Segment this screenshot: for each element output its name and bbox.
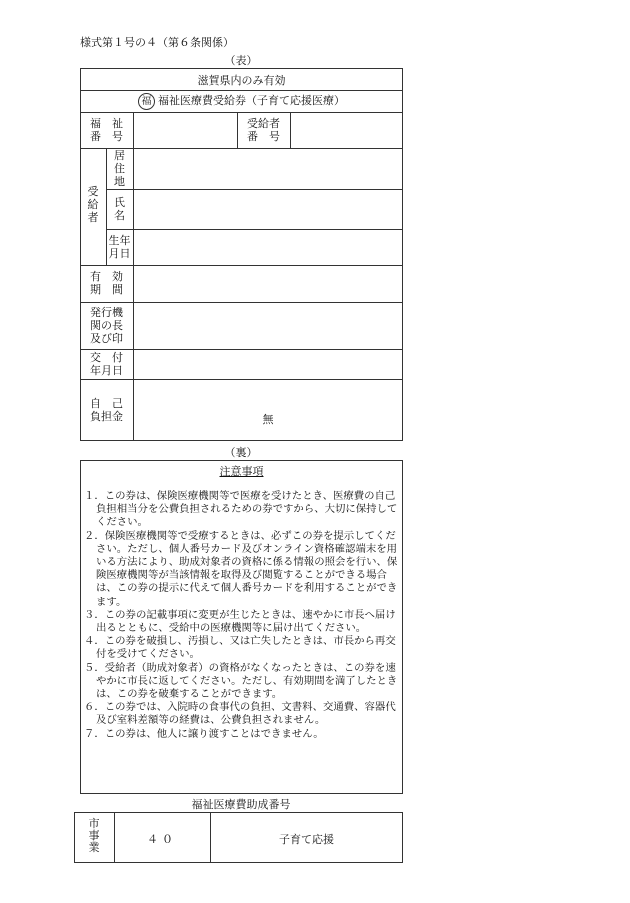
- card-title-row: [80, 92, 403, 110]
- subsidy-code: ４０: [147, 833, 177, 846]
- recipient-number-field: [291, 113, 402, 147]
- validity-period-label: 有 効 期 間: [90, 270, 123, 296]
- note-item: ２．保険医療機関等で受療するときは、必ずこの券を提示してください。ただし、個人番号カード及びオンライン資格確認端末を用いる方法により、助成対象者の資格に係る情報の照会を行い、保険医療機関等が当該情報を取得及び閲覧することができる場合は、この券の提示に代えて個人番号カードを利用することができます。: [84, 529, 398, 608]
- note-item: ５．受給者（助成対象者）の資格がなくなったときは、この券を速やかに市長に返してください。ただし、有効期間を満了したときは、この券を破棄することができます。: [84, 661, 398, 701]
- note-item: ６．この券では、入院時の食事代の負担、文書料、交通費、容器代及び室料差額等の経費は、公費負担されません。: [84, 701, 396, 727]
- form-label: 様式第１号の４（第６条関係）: [80, 36, 234, 49]
- welfare-circle-mark: 福: [138, 93, 155, 110]
- dob-label: 生年 月日: [108, 234, 131, 260]
- name-label: 氏 名: [114, 196, 125, 222]
- recipient-number-label: 受給者 番 号: [247, 117, 280, 143]
- note-item: ３．この券の記載事項に変更が生じたときは、速やかに市長へ届け出るとともに、受給中の医療機関等に届け出てください。: [84, 608, 396, 635]
- front-side-label: （表）: [224, 54, 258, 67]
- address-field: [134, 149, 402, 188]
- issuer-label: 発行機 関の長 及び印: [90, 306, 123, 345]
- note-item: １．この券は、保険医療機関等で医療を受けたとき、医療費の自己負担相当分を公費負担されるための券ですから、大切に保持してください。: [84, 490, 398, 529]
- subsidy-category: 子育て応援: [279, 833, 334, 846]
- recipient-group-label: 受 給 者: [87, 185, 99, 224]
- validity-period-field: [134, 266, 402, 301]
- back-side-label: （裏）: [224, 446, 258, 459]
- issue-date-field: [134, 350, 402, 378]
- subsidy-caption: 福祉医療費助成番号: [191, 798, 291, 811]
- note-item: ７．この券は、他人に譲り渡すことはできません。: [84, 727, 324, 740]
- validity-header: 滋賀県内のみ有効: [197, 74, 286, 87]
- notes-list: [84, 490, 402, 741]
- copay-value: 無: [262, 413, 274, 426]
- welfare-number-label: 福 祉 番 号: [90, 117, 123, 143]
- city-project-label: 市 事 業: [88, 817, 100, 854]
- issuer-field: [134, 303, 402, 348]
- name-field: [134, 190, 402, 228]
- issue-date-label: 交 付 年月日: [90, 351, 123, 377]
- copay-label: 自 己 負担金: [90, 397, 123, 423]
- welfare-number-field: [134, 113, 236, 147]
- dob-field: [134, 230, 402, 264]
- address-label: 居 住 地: [114, 149, 125, 188]
- notes-title: 注意事項: [219, 465, 264, 478]
- card-title: 福祉医療費受給券（子育て応援医療）: [158, 94, 345, 107]
- note-item: ４．この券を破損し、汚損し、又は亡失したときは、市長から再交付を受けてください。: [84, 635, 396, 661]
